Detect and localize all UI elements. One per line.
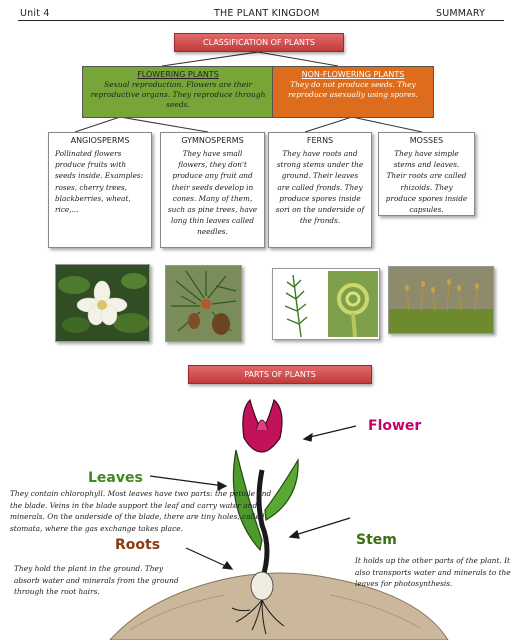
gymnosperm-photo: [165, 265, 242, 342]
flowering-desc: Sexual reproduction. Flowers are their reproductive organs. They reproduce through seeds.: [90, 80, 266, 109]
connector-flowering: [162, 52, 258, 66]
magnolia-image: [56, 265, 149, 341]
page-title: THE PLANT KINGDOM: [214, 8, 320, 19]
classification-title: CLASSIFICATION OF PLANTS: [202, 38, 315, 47]
leaves-arrow: [150, 476, 224, 486]
connector-mosses: [352, 117, 422, 132]
bulb: [251, 572, 273, 600]
gymnosperms-title: GYMNOSPERMS: [181, 136, 244, 145]
flower-arrow: [306, 426, 356, 438]
non-flowering-desc: They do not produce seeds. They reproduce asexually using spores.: [288, 80, 418, 99]
angiosperm-photo: [55, 264, 150, 342]
mosses-box: [378, 132, 475, 216]
angiosperms-desc: Pollinated flowers produce fruits with seeds inside. Examples: roses, cherry trees, blackberries, wheat, rice,...: [55, 149, 144, 215]
moss-photo: [388, 266, 494, 334]
tulip-flower: [243, 400, 282, 452]
non-flowering-plants-box: [272, 66, 434, 118]
roots-desc: They hold the plant in the ground. They absorb water and minerals from the ground through the root hairs.: [14, 564, 179, 596]
stem-desc: It holds up the other parts of the plant. It also transports water and minerals to the leaves for photosynthesis.: [355, 556, 511, 588]
ferns-box: [268, 132, 372, 248]
moss-image: [389, 267, 493, 333]
gymnosperms-desc: They have small flowers, they don't produce any fruit and their seeds develop in cones. Many of them, such as pine trees, have long thin leaves called needles.: [167, 149, 258, 237]
mosses-desc: They have simple stems and leaves. Their roots are called rhizoids. They produce spores inside capsules.: [385, 149, 468, 215]
connector-angiosperms: [75, 117, 120, 132]
section-label: SUMMARY: [436, 8, 486, 19]
parts-banner: [188, 365, 372, 384]
non-flowering-title: NON-FLOWERING PLANTS: [301, 70, 405, 79]
ferns-title: FERNS: [306, 136, 334, 145]
fern-image: [273, 269, 379, 339]
classification-banner: [174, 33, 344, 52]
leaves-desc: They contain chlorophyll. Most leaves have two parts: the petiole and the blade. Veins in the blade support the leaf and carry water and minerals. On the underside of the blade, there are tiny holes, called stomata, where the gas exchange takes place.: [10, 489, 272, 533]
pine-cone-image: [166, 266, 241, 341]
connector-gymnosperms: [120, 117, 208, 132]
angiosperms-title: ANGIOSPERMS: [70, 136, 130, 145]
flowering-plants-box: [82, 66, 274, 118]
roots-arrow: [186, 548, 230, 568]
mosses-title: MOSSES: [409, 136, 444, 145]
ferns-desc: They have roots and strong stems under the ground. Their leaves are called fronds. They produce spores inside sori on the underside of the fronds.: [275, 149, 365, 226]
angiosperms-box: [48, 132, 152, 248]
unit-label: Unit 4: [20, 8, 50, 19]
stem-arrow: [292, 518, 350, 536]
connector-non-flowering: [258, 52, 338, 66]
flowering-title: FLOWERING PLANTS: [137, 70, 219, 79]
leaves-label: Leaves: [88, 470, 143, 486]
flower-label: Flower: [368, 418, 422, 434]
gymnosperms-box: [160, 132, 265, 248]
roots-label: Roots: [115, 537, 161, 553]
fern-photo: [272, 268, 380, 340]
parts-title: PARTS OF PLANTS: [244, 370, 316, 379]
stem-label: Stem: [356, 532, 397, 548]
connector-ferns: [305, 117, 352, 132]
